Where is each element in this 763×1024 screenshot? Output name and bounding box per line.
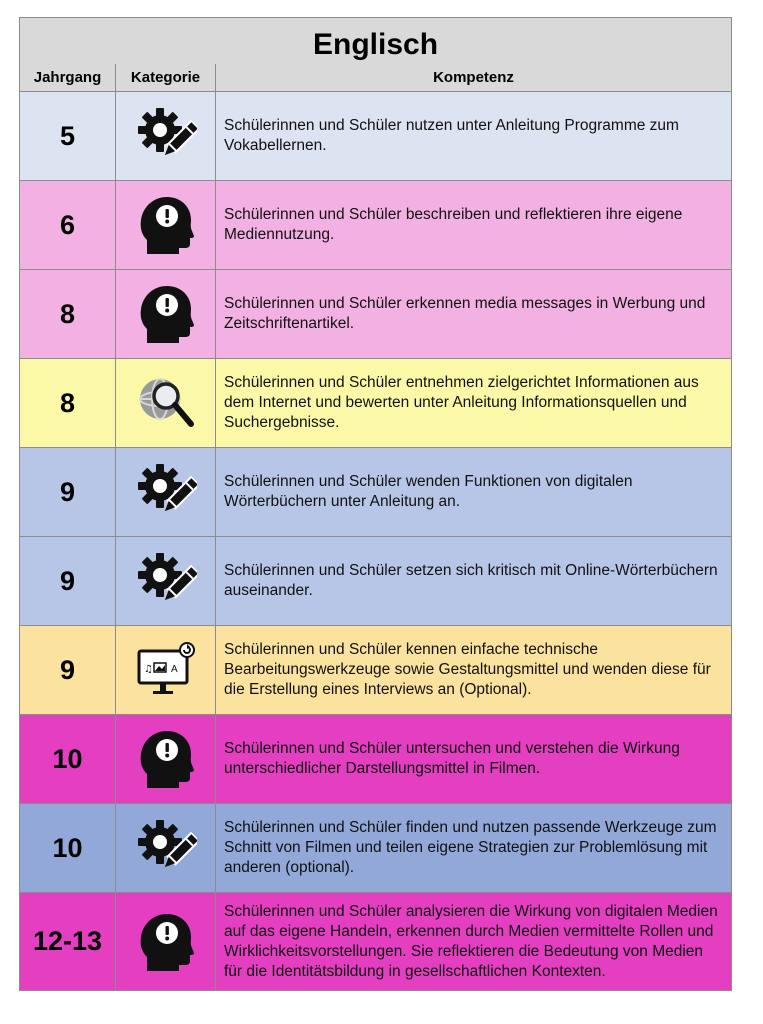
kategorie-cell: [116, 715, 216, 804]
kompetenz-cell: Schülerinnen und Schüler untersuchen und verstehen die Wirkung unterschiedlicher Darstellungsmittel in Filmen.: [216, 715, 732, 804]
table-row: [20, 626, 732, 715]
competency-table: [19, 17, 732, 991]
header-row: [20, 64, 732, 92]
head-exclamation-icon: [137, 283, 195, 345]
kategorie-cell: [116, 92, 216, 181]
head-exclamation-icon: [137, 194, 195, 256]
header-jahrgang: Jahrgang: [20, 64, 116, 92]
kompetenz-cell: Schülerinnen und Schüler kennen einfache technische Bearbeitungswerkzeuge sowie Gestaltungsmittel und wenden diese für die Erstellung eines Interviews an (Optional).: [216, 626, 732, 715]
jahrgang-cell: 5: [20, 92, 116, 181]
jahrgang-cell: 12-13: [20, 893, 116, 991]
table-row: [20, 270, 732, 359]
gear-pencil-icon: [135, 817, 197, 879]
jahrgang-cell: 6: [20, 181, 116, 270]
kompetenz-cell: Schülerinnen und Schüler analysieren die Wirkung von digitalen Medien auf das eigene Handeln, erkennen durch Medien vermittelte Rollen und Wirklichkeitsvorstellungen. Sie reflektieren die Bedeutung von Medien für die Identitätsbildung in gesellschaftlichen Kontexten.: [216, 893, 732, 991]
kategorie-cell: [116, 448, 216, 537]
kategorie-cell: [116, 270, 216, 359]
table-row: [20, 537, 732, 626]
gear-pencil-icon: [135, 461, 197, 523]
jahrgang-cell: 8: [20, 359, 116, 448]
table-row: [20, 92, 732, 181]
svg-text:A: A: [170, 664, 178, 675]
header-kategorie: Kategorie: [116, 64, 216, 92]
svg-text:♫: ♫: [143, 664, 153, 675]
kompetenz-cell: Schülerinnen und Schüler setzen sich kritisch mit Online-Wörterbüchern auseinander.: [216, 537, 732, 626]
jahrgang-cell: 9: [20, 626, 116, 715]
header-kompetenz: Kompetenz: [216, 64, 732, 92]
kompetenz-cell: Schülerinnen und Schüler finden und nutzen passende Werkzeuge zum Schnitt von Filmen und teilen eigene Strategien zur Problemlösung mit anderen (optional).: [216, 804, 732, 893]
kategorie-cell: [116, 359, 216, 448]
head-exclamation-icon: [137, 728, 195, 790]
table-row: [20, 181, 732, 270]
kompetenz-cell: Schülerinnen und Schüler erkennen media messages in Werbung und Zeitschriftenartikel.: [216, 270, 732, 359]
table-row: [20, 715, 732, 804]
table-row: [20, 448, 732, 537]
title-cell: [20, 18, 732, 65]
gear-pencil-icon: [135, 105, 197, 167]
head-exclamation-icon: [137, 911, 195, 973]
table-row: [20, 804, 732, 893]
kategorie-cell: [116, 893, 216, 991]
kategorie-cell: [116, 626, 216, 715]
jahrgang-cell: 9: [20, 537, 116, 626]
table-row: [20, 359, 732, 448]
gear-pencil-icon: [135, 550, 197, 612]
kategorie-cell: [116, 537, 216, 626]
kompetenz-cell: Schülerinnen und Schüler wenden Funktionen von digitalen Wörterbüchern unter Anleitung an.: [216, 448, 732, 537]
kompetenz-cell: Schülerinnen und Schüler nutzen unter Anleitung Programme zum Vokabellernen.: [216, 92, 732, 181]
jahrgang-cell: 9: [20, 448, 116, 537]
jahrgang-cell: 10: [20, 715, 116, 804]
globe-magnifier-icon: [135, 372, 197, 434]
media-monitor-icon: [135, 639, 197, 701]
kategorie-cell: [116, 181, 216, 270]
kompetenz-cell: Schülerinnen und Schüler beschreiben und reflektieren ihre eigene Mediennutzung.: [216, 181, 732, 270]
jahrgang-cell: 10: [20, 804, 116, 893]
jahrgang-cell: 8: [20, 270, 116, 359]
competency-sheet: [19, 17, 731, 991]
table-row: [20, 893, 732, 991]
page-title: Englisch: [313, 28, 439, 61]
kategorie-cell: [116, 804, 216, 893]
kompetenz-cell: Schülerinnen und Schüler entnehmen zielgerichtet Informationen aus dem Internet und bewerten unter Anleitung Informationsquellen und Suchergebnisse.: [216, 359, 732, 448]
